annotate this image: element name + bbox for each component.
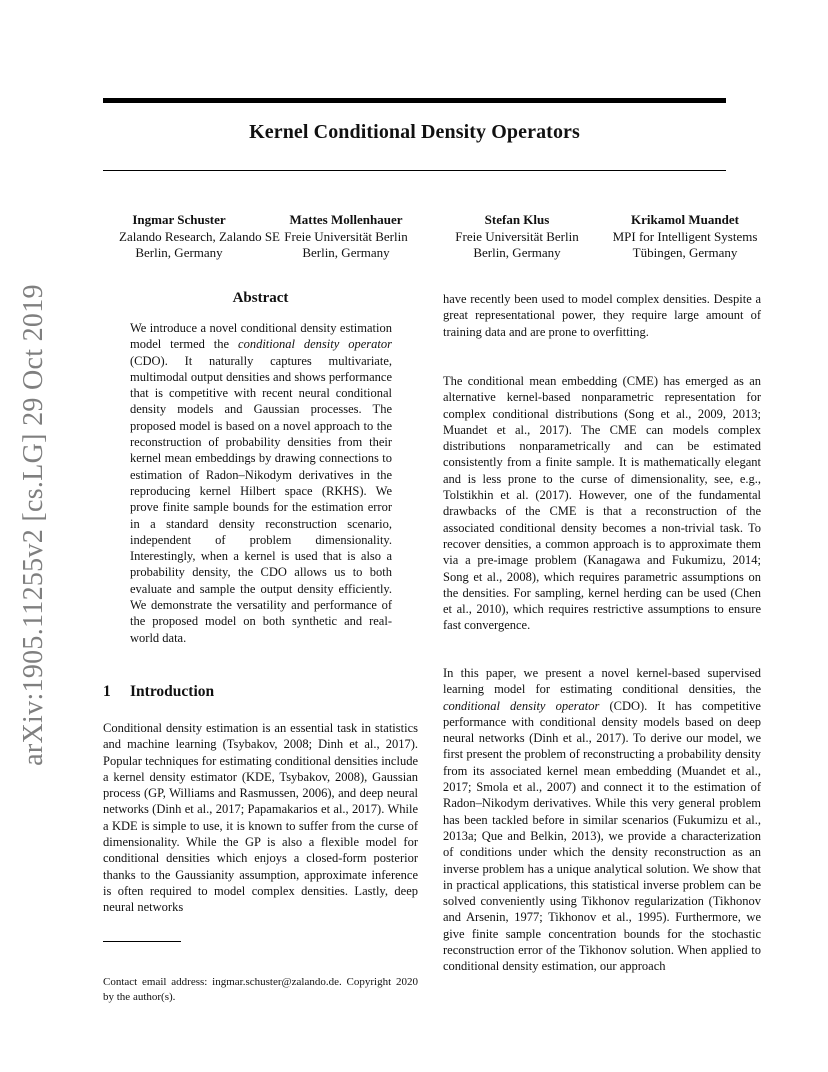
arxiv-stamp: arXiv:1905.11255v2 [cs.LG] 29 Oct 2019 xyxy=(18,284,49,766)
section-heading xyxy=(103,683,214,701)
section-number: 1 xyxy=(103,683,111,700)
abstract-part: We introduce a novel conditional density estimation model termed the xyxy=(130,321,392,352)
author-block-2 xyxy=(275,212,417,262)
paragraph-part: (CDO). It has competitive performance with conditional density models based on deep neural networks (Dinh et al., 2017). To derive our model, we first present the problem of reconstructing a probability density from its associated kernel mean embedding (Muandet et al., 2017; Smola et al., 2007) and connect it to the estimation of Radon–Nikodym derivatives. While this very general problem has been tackled before in similar scenarios (Fukumizu et al., 2013a; Que and Belkin, 2013), we provide a characterization of conditions under which the density reconstruction as an inverse problem has a unique analytical solution. We show that in practical applications, this statistical inverse problem can be solved conveniently using Tikhonov regularization (Tikhonov and Arsenin, 1977; Tikhonov et al., 1995). Furthermore, we give finite sample concentration bounds for the stochastic reconstruction error of the Tikhonov solution. When applied to conditional density estimation, our approach xyxy=(443,698,761,974)
abstract-heading: Abstract xyxy=(232,290,289,306)
author-name: Krikamol Muandet xyxy=(631,212,739,227)
author-location: Berlin, Germany xyxy=(135,245,223,260)
author-name: Stefan Klus xyxy=(484,212,550,227)
author-name: Ingmar Schuster xyxy=(132,212,226,227)
paragraph-part: In this paper, we present a novel kernel-based supervised learning model for estimating conditional densities, the xyxy=(443,666,761,697)
author-location: Berlin, Germany xyxy=(473,245,561,260)
right-paragraph-1: have recently been used to model complex densities. Despite a great representational power, they require large amount of training data and are prone to overfitting. xyxy=(443,292,761,339)
author-affiliation: Freie Universität Berlin xyxy=(284,228,408,244)
right-paragraph-3 xyxy=(443,665,761,975)
abstract-emphasis: conditional density operator xyxy=(238,337,392,352)
intro-paragraph-left: Conditional density estimation is an essential task in statistics and machine learning (Tsybakov, 2008; Dinh et al., 2017). Popular techniques for estimating conditional densities include a kernel density estimator (KDE, Tsybakov, 2008), Gaussian process (GP, Williams and Rasmussen, 2006), and deep neural networks (Dinh et al., 2017; Papamakarios et al., 2017). While a KDE is simple to use, it is known to suffer from the curse of dimensionality. While the GP is also a flexible model for conditional densities which enjoys a closed-form posterior thanks to the Gaussianity assumption, approximate inference is often required to model complex densities. Lastly, deep neural networks xyxy=(103,721,418,915)
abstract-part: (CDO). It naturally captures multivariate, multimodal output densities and shows performance that is competitive with recent neural conditional density models and Gaussian processes. The proposed model is based on a novel approach to the reconstruction of probability densities from their kernel mean embeddings by drawing connections to estimation of Radon–Nikodym derivatives in the reproducing kernel Hilbert space (RKHS). We prove finite sample bounds for the estimation error in a standard density reconstruction scenario, independent of problem dimensionality. Interestingly, when a kernel is used that is also a probability density, the CDO allows us to both evaluate and sample the output density efficiently. We demonstrate the versatility and performance of the proposed model on both synthetic and real-world data. xyxy=(130,353,392,645)
footnote: Contact email address: ingmar.schuster@zalando.de. Copyright 2020 by the author(s). xyxy=(103,976,418,1003)
author-name: Mattes Mollenhauer xyxy=(289,212,403,227)
author-block-3 xyxy=(447,212,587,262)
author-affiliation: MPI for Intelligent Systems xyxy=(612,228,758,244)
section-title: Introduction xyxy=(130,683,215,700)
abstract-text xyxy=(130,320,392,646)
author-affiliation: Freie Universität Berlin xyxy=(455,228,579,244)
author-location: Tübingen, Germany xyxy=(632,245,738,260)
author-location: Berlin, Germany xyxy=(302,245,390,260)
author-block-4 xyxy=(600,212,770,262)
title-rule-bottom xyxy=(103,170,726,171)
author-affiliation: Zalando Research, Zalando SE xyxy=(119,228,280,244)
paper-title: Kernel Conditional Density Operators xyxy=(249,121,580,143)
right-paragraph-2: The conditional mean embedding (CME) has emerged as an alternative kernel-based nonparametric representation for complex conditional distributions (Song et al., 2009, 2013; Muandet et al., 2017). The CME can models complex distributions nonparametrically and can be estimated consistently from a finite sample. It is mathematically elegant and is less prone to the curse of dimensionality, see, e.g., Tolstikhin et al. (2017). However, one of the fundamental drawbacks of the CME is that a reconstruction of the associated conditional density becomes a non-trivial task. To recover densities, a common approach is to approximate them via a pre-image problem (Kanagawa and Fukumizu, 2014; Song et al., 2008), which requires parametric assumptions on the densities. For sampling, kernel herding can be used (Chen et al., 2010), which requires restrictive assumptions to ensure fast convergence. xyxy=(443,374,761,633)
paragraph-emphasis: conditional density operator xyxy=(443,698,600,713)
footnote-rule xyxy=(103,941,181,942)
author-block-1 xyxy=(119,212,280,262)
title-rule-top xyxy=(103,98,726,103)
